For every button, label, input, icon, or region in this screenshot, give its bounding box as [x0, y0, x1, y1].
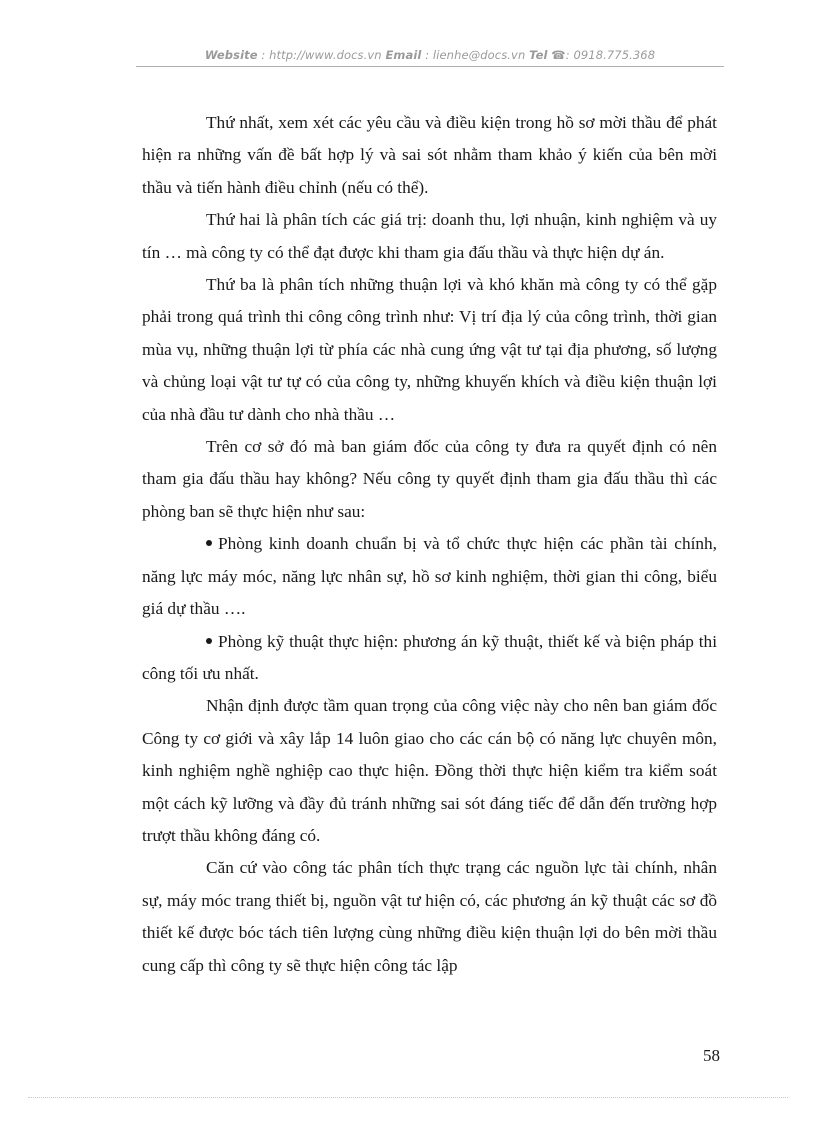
footer-divider	[28, 1097, 788, 1098]
bullet-item	[142, 528, 717, 625]
website-url[interactable]: : http://www.docs.vn	[261, 48, 382, 62]
bullet-text: Phòng kỹ thuật thực hiện: phương án kỹ thuật, thiết kế và biện pháp thi công tối ưu nhất.	[142, 631, 717, 683]
paragraph: Thứ ba là phân tích những thuận lợi và khó khăn mà công ty có thể gặp phải trong quá trình thi công công trình như: Vị trí địa lý của công trình, thời gian mùa vụ, những thuận lợi từ phía các nhà cung ứng vật tư tại địa phương, số lượng và chủng loại vật tư tự có của công ty, những khuyến khích và điều kiện thuận lợi của nhà đầu tư dành cho nhà thầu …	[142, 275, 717, 424]
phone-icon: ☎	[551, 48, 566, 62]
email-label: Email	[385, 48, 422, 62]
tel-label: Tel	[529, 48, 548, 62]
email-value[interactable]: : lienhe@docs.vn	[425, 48, 526, 62]
bullet-dot-icon	[206, 638, 212, 644]
paragraph: Trên cơ sở đó mà ban giám đốc của công ty đưa ra quyết định có nên tham gia đấu thầu hay không? Nếu công ty quyết định tham gia đấu thầu thì các phòng ban sẽ thực hiện như sau:	[142, 437, 717, 521]
page-header	[136, 48, 724, 62]
bullet-item	[142, 626, 717, 691]
paragraph: Căn cứ vào công tác phân tích thực trạng các nguồn lực tài chính, nhân sự, máy móc trang thiết bị, nguồn vật tư hiện có, các phương án kỹ thuật các sơ đồ thiết kế được bóc tách tiên lượng cùng những điều kiện thuận lợi do bên mời thầu cung cấp thì công ty sẽ thực hiện công tác lập	[142, 858, 717, 975]
header-divider	[136, 66, 724, 67]
website-label: Website	[204, 48, 258, 62]
page-number: 58	[703, 1046, 720, 1065]
paragraph: Thứ hai là phân tích các giá trị: doanh thu, lợi nhuận, kinh nghiệm và uy tín … mà công ty có thể đạt được khi tham gia đấu thầu và thực hiện dự án.	[142, 210, 717, 262]
bullet-text: Phòng kinh doanh chuẩn bị và tổ chức thực hiện các phần tài chính, năng lực máy móc, năng lực nhân sự, hồ sơ kinh nghiệm, thời gian thi công, biểu giá dự thầu ….	[142, 534, 717, 619]
document-body	[142, 107, 717, 982]
paragraph: Nhận định được tầm quan trọng của công việc này cho nên ban giám đốc Công ty cơ giới và xây lắp 14 luôn giao cho các cán bộ có năng lực chuyên môn, kinh nghiệm nghề nghiệp cao thực hiện. Đồng thời thực hiện kiểm tra kiểm soát một cách kỹ lưỡng và đầy đủ tránh những sai sót đáng tiếc để dẫn đến trường hợp trượt thầu không đáng có.	[142, 696, 717, 845]
tel-value: : 0918.775.368	[565, 48, 656, 62]
paragraph: Thứ nhất, xem xét các yêu cầu và điều kiện trong hồ sơ mời thầu để phát hiện ra những vấn đề bất hợp lý và sai sót nhằm tham khảo ý kiến của bên mời thầu và tiến hành điều chỉnh (nếu có thể).	[142, 113, 717, 197]
bullet-dot-icon	[206, 540, 212, 546]
